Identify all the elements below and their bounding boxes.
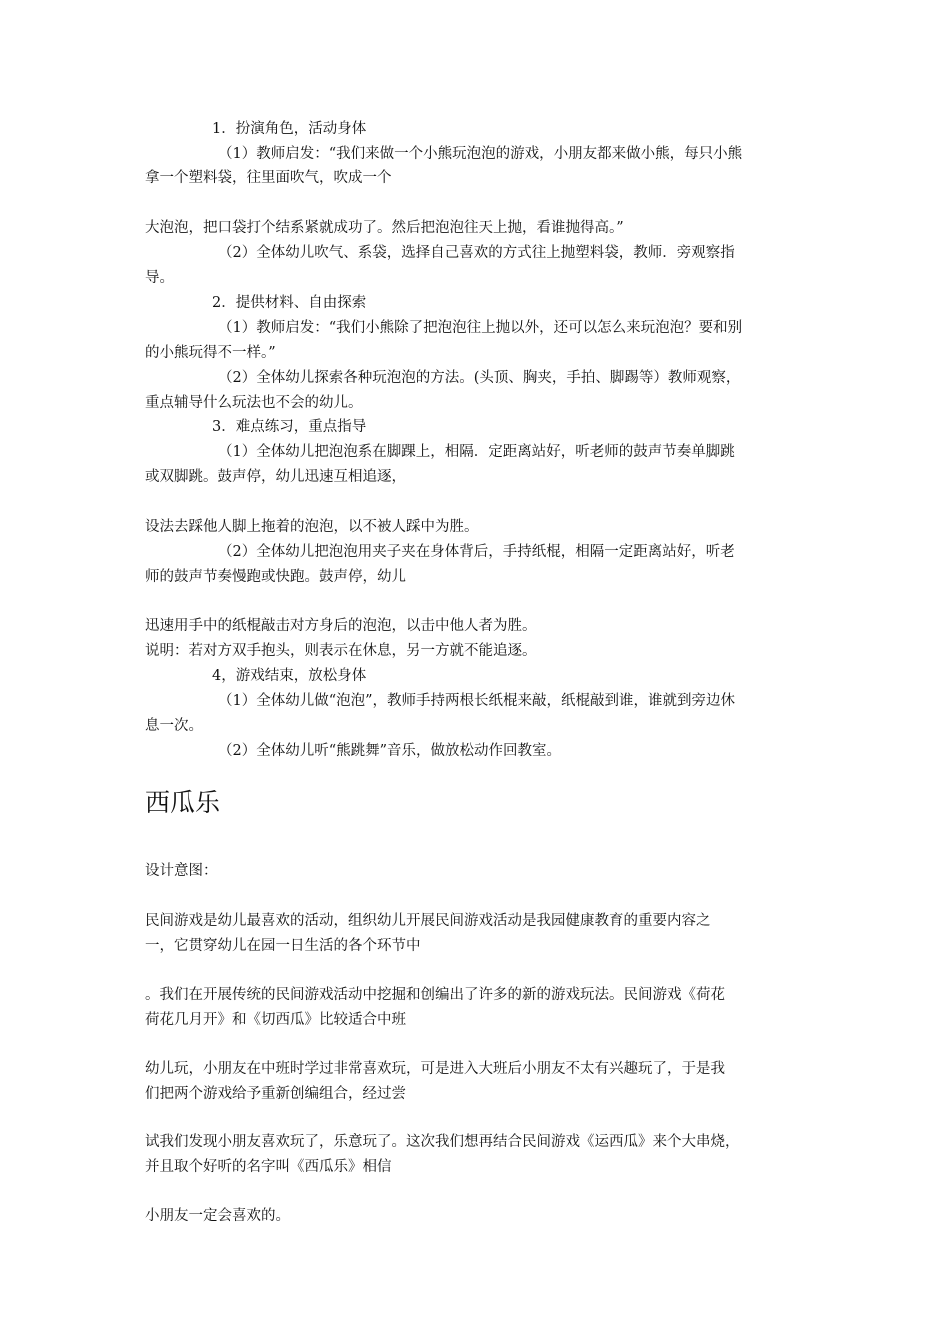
- paragraph-line: 一，它贯穿幼儿在园一日生活的各个环节中: [145, 938, 421, 954]
- text-line: 导。: [145, 270, 174, 286]
- paragraph-line: 荷花几月开》和《切西瓜》比较适合中班: [145, 1012, 406, 1028]
- text-line: 师的鼓声节奏慢跑或快跑。鼓声停，幼儿: [145, 569, 406, 585]
- heading-2: 2．提供材料、自由探索: [212, 295, 367, 311]
- design-intent-label: 设计意图：: [145, 863, 218, 879]
- paragraph-line: 并且取个好听的名字叫《西瓜乐》相信: [145, 1159, 392, 1175]
- paragraph-line: 们把两个游戏给予重新创编组合，经过尝: [145, 1086, 406, 1102]
- paragraph-line: 幼儿玩，小朋友在中班时学过非常喜欢玩，可是进入大班后小朋友不太有兴趣玩了，于是我: [145, 1061, 725, 1077]
- text-line: （2）全体幼儿把泡泡用夹子夹在身体背后，手持纸棍，相隔一定距离站好，听老: [218, 544, 735, 560]
- text-line: 重点辅导什么玩法也不会的幼儿。: [145, 395, 363, 411]
- text-line: （1）教师启发：“我们来做一个小熊玩泡泡的游戏，小朋友都来做小熊，每只小熊: [218, 146, 743, 162]
- paragraph-line: 试我们发现小朋友喜欢玩了，乐意玩了。这次我们想再结合民间游戏《运西瓜》来个大串烧，: [145, 1134, 740, 1150]
- text-line: （1）教师启发：“我们小熊除了把泡泡往上抛以外，还可以怎么来玩泡泡？要和别: [218, 320, 743, 336]
- text-line: （2）全体幼儿探索各种玩泡泡的方法。(头顶、胸夹，手拍、脚踢等）教师观察，: [218, 370, 741, 386]
- text-line: 迅速用手中的纸棍敲击对方身后的泡泡，以击中他人者为胜。: [145, 618, 537, 634]
- text-line: 息一次。: [145, 718, 203, 734]
- text-line: （1）全体幼儿做“泡泡”，教师手持两根长纸棍来敲，纸棍敲到谁，谁就到旁边休: [218, 693, 736, 709]
- heading-4: 4，游戏结束，放松身体: [212, 668, 367, 684]
- text-line: （2）全体幼儿听“熊跳舞”音乐，做放松动作回教室。: [218, 743, 562, 759]
- section-title: 西瓜乐: [145, 788, 221, 817]
- text-line: 设法去踩他人脚上拖着的泡泡，以不被人踩中为胜。: [145, 519, 479, 535]
- paragraph-line: 民间游戏是幼儿最喜欢的活动，组织幼儿开展民间游戏活动是我园健康教育的重要内容之: [145, 913, 711, 929]
- text-line: （1）全体幼儿把泡泡系在脚踝上，相隔．定距离站好，听老师的鼓声节奏单脚跳: [218, 444, 735, 460]
- paragraph-line: 小朋友一定会喜欢的。: [145, 1208, 290, 1224]
- text-line: 大泡泡，把口袋打个结系紧就成功了。然后把泡泡往天上抛，看谁抛得高。”: [145, 220, 624, 236]
- text-line: 的小熊玩得不一样。”: [145, 345, 276, 361]
- text-line: 或双脚跳。鼓声停，幼儿迅速互相追逐，: [145, 469, 406, 485]
- text-line: 说明：若对方双手抱头，则表示在休息，另一方就不能追逐。: [145, 643, 537, 659]
- paragraph-line: 。我们在开展传统的民间游戏活动中挖掘和创编出了许多的新的游戏玩法。民间游戏《荷花: [145, 987, 725, 1003]
- text-line: （2）全体幼儿吹气、系袋，选择自己喜欢的方式往上抛塑料袋，教师．旁观察指: [218, 245, 735, 261]
- heading-3: 3．难点练习，重点指导: [212, 419, 367, 435]
- heading-1: 1．扮演角色，活动身体: [212, 121, 367, 137]
- text-line: 拿一个塑料袋，往里面吹气，吹成一个: [145, 170, 392, 186]
